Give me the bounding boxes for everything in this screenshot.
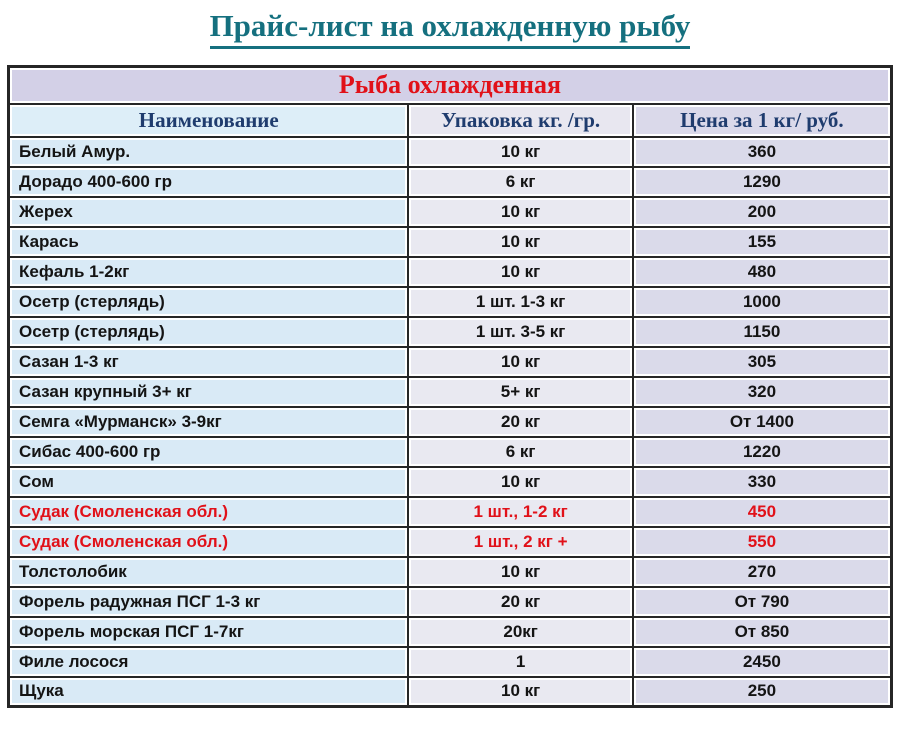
table-row <box>9 437 892 467</box>
package-cell: 6 кг <box>408 437 632 467</box>
column-header-price: Цена за 1 кг/ руб. <box>633 104 892 137</box>
price-cell: 1290 <box>633 167 892 197</box>
table-row <box>9 677 892 707</box>
fish-name-cell: Сибас 400-600 гр <box>9 437 409 467</box>
fish-name-cell: Сазан крупный 3+ кг <box>9 377 409 407</box>
column-header-package: Упаковка кг. /гр. <box>408 104 632 137</box>
package-cell: 1 шт., 2 кг + <box>408 527 632 557</box>
package-cell: 10 кг <box>408 227 632 257</box>
table-row <box>9 527 892 557</box>
fish-name-cell: Дорадо 400-600 гр <box>9 167 409 197</box>
table-row <box>9 377 892 407</box>
package-cell: 1 шт., 1-2 кг <box>408 497 632 527</box>
page-title <box>0 0 900 49</box>
package-cell: 20 кг <box>408 587 632 617</box>
fish-name-cell: Сазан 1-3 кг <box>9 347 409 377</box>
fish-name-cell: Щука <box>9 677 409 707</box>
package-cell: 5+ кг <box>408 377 632 407</box>
price-cell: 250 <box>633 677 892 707</box>
price-cell: От 790 <box>633 587 892 617</box>
table-row <box>9 317 892 347</box>
price-cell: 270 <box>633 557 892 587</box>
fish-name-cell: Судак (Смоленская обл.) <box>9 527 409 557</box>
fish-name-cell: Семга «Мурманск» 3-9кг <box>9 407 409 437</box>
fish-name-cell: Толстолобик <box>9 557 409 587</box>
table-row <box>9 647 892 677</box>
package-cell: 20кг <box>408 617 632 647</box>
fish-name-cell: Жерех <box>9 197 409 227</box>
price-cell: От 850 <box>633 617 892 647</box>
package-cell: 10 кг <box>408 197 632 227</box>
column-header-name: Наименование <box>9 104 409 137</box>
package-cell: 10 кг <box>408 257 632 287</box>
price-cell: 1000 <box>633 287 892 317</box>
package-cell: 10 кг <box>408 137 632 167</box>
fish-name-cell: Форель радужная ПСГ 1-3 кг <box>9 587 409 617</box>
fish-name-cell: Кефаль 1-2кг <box>9 257 409 287</box>
package-cell: 1 <box>408 647 632 677</box>
package-cell: 20 кг <box>408 407 632 437</box>
table-row <box>9 197 892 227</box>
table-row <box>9 587 892 617</box>
page-title-text: Прайс-лист на охлажденную рыбу <box>210 7 691 49</box>
price-cell: 200 <box>633 197 892 227</box>
table-row <box>9 137 892 167</box>
price-cell: 1220 <box>633 437 892 467</box>
package-cell: 10 кг <box>408 467 632 497</box>
table-row <box>9 287 892 317</box>
price-cell: 330 <box>633 467 892 497</box>
table-head <box>9 67 892 137</box>
package-cell: 1 шт. 3-5 кг <box>408 317 632 347</box>
fish-name-cell: Осетр (стерлядь) <box>9 317 409 347</box>
price-cell: 155 <box>633 227 892 257</box>
price-cell: 2450 <box>633 647 892 677</box>
package-cell: 6 кг <box>408 167 632 197</box>
column-header-row <box>9 104 892 137</box>
price-cell: 360 <box>633 137 892 167</box>
price-cell: 1150 <box>633 317 892 347</box>
fish-name-cell: Белый Амур. <box>9 137 409 167</box>
price-cell: 320 <box>633 377 892 407</box>
table-body <box>9 137 892 707</box>
fish-name-cell: Филе лосося <box>9 647 409 677</box>
price-cell: 480 <box>633 257 892 287</box>
price-cell: 305 <box>633 347 892 377</box>
table-row <box>9 167 892 197</box>
package-cell: 10 кг <box>408 557 632 587</box>
package-cell: 1 шт. 1-3 кг <box>408 287 632 317</box>
table-row <box>9 407 892 437</box>
price-cell: 450 <box>633 497 892 527</box>
table-row <box>9 227 892 257</box>
table-group-header: Рыба охлажденная <box>9 67 892 104</box>
price-cell: От 1400 <box>633 407 892 437</box>
table-row <box>9 617 892 647</box>
package-cell: 10 кг <box>408 677 632 707</box>
table-row <box>9 557 892 587</box>
fish-name-cell: Карась <box>9 227 409 257</box>
fish-name-cell: Осетр (стерлядь) <box>9 287 409 317</box>
table-row <box>9 497 892 527</box>
table-row <box>9 257 892 287</box>
table-row <box>9 347 892 377</box>
price-cell: 550 <box>633 527 892 557</box>
price-table <box>7 65 893 708</box>
table-row <box>9 467 892 497</box>
group-header-row <box>9 67 892 104</box>
fish-name-cell: Сом <box>9 467 409 497</box>
fish-name-cell: Форель морская ПСГ 1-7кг <box>9 617 409 647</box>
package-cell: 10 кг <box>408 347 632 377</box>
fish-name-cell: Судак (Смоленская обл.) <box>9 497 409 527</box>
